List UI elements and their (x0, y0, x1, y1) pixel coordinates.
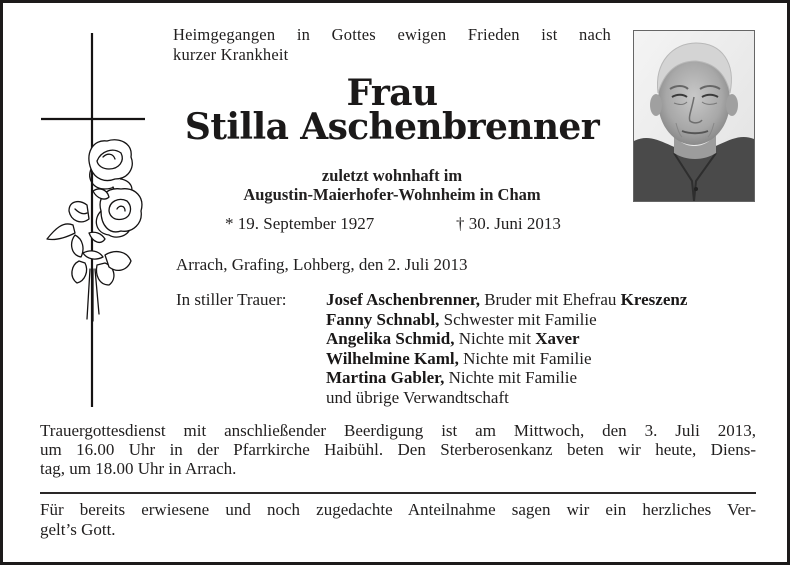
place-and-date: Arrach, Grafing, Lohberg, den 2. Juli 2013 (176, 255, 468, 274)
thanks-line-2: gelt’s Gott. (40, 520, 116, 539)
mourner-name: Fanny Schnabl, (326, 309, 440, 329)
mourner-name: Martina Gabler, (326, 368, 445, 387)
mourner-name: Josef Aschenbrenner, (326, 290, 480, 309)
residence-line-2: Augustin-Maierhofer-Wohnheim in Cham (243, 185, 541, 204)
funeral-service-text (40, 421, 756, 478)
cross-with-roses-icon (35, 29, 151, 413)
service-line-3: tag, um 18.00 Uhr in Arrach. (40, 459, 237, 478)
divider (40, 492, 756, 494)
mourner-relation: Bruder mit Ehefrau (479, 290, 621, 309)
full-name: Stilla Aschenbrenner (184, 106, 600, 148)
birth-date: * 19. September 1927 (225, 214, 375, 233)
mourner-relation: und übrige Verwandtschaft (326, 387, 509, 407)
mourner-row (326, 349, 766, 369)
salutation: Frau (346, 72, 438, 114)
mourner-relation: Nichte mit Familie (444, 368, 578, 387)
mourner-row (326, 329, 766, 349)
mourner-relation: Nichte mit (454, 329, 536, 348)
mourner-row (326, 368, 766, 388)
mourners-label: In stiller Trauer: (176, 290, 287, 309)
mourner-relation: Schwester mit Familie (439, 309, 597, 329)
deceased-name (173, 72, 611, 148)
thanks-line-1: Für bereits erwiesene und noch zugedachte Anteilnahme sagen wir ein herzliches Ver- (40, 500, 756, 519)
mourner-relation: Nichte mit Familie (458, 348, 592, 368)
mourner-row (326, 388, 766, 408)
last-residence (173, 166, 611, 204)
intro-text (173, 25, 611, 64)
mourner-name: Angelika Schmid, (326, 329, 455, 348)
residence-line-1: zuletzt wohnhaft im (321, 166, 463, 185)
mourner-row (326, 290, 766, 310)
mourner-name: Wilhelmine Kaml, (326, 348, 459, 368)
mourner-spouse: Xaver (535, 329, 580, 348)
service-line-1: Trauergottesdienst mit anschließender Beerdigung ist am Mittwoch, den 3. Juli 2013, (40, 421, 756, 440)
portrait-photo (633, 30, 755, 202)
thanks-text (40, 500, 756, 540)
mourner-row (326, 310, 766, 330)
service-line-2: um 16.00 Uhr in der Pfarrkirche Haibühl. Den Sterberosenkanz beten wir heute, Diens- (40, 440, 756, 459)
intro-line-2: kurzer Krankheit (173, 44, 289, 64)
death-date: † 30. Juni 2013 (456, 214, 561, 233)
mourner-spouse: Kreszenz (620, 290, 688, 309)
mourners-list (326, 290, 766, 407)
intro-line-1: Heimgegangen in Gottes ewigen Frieden ist nach (173, 25, 611, 44)
